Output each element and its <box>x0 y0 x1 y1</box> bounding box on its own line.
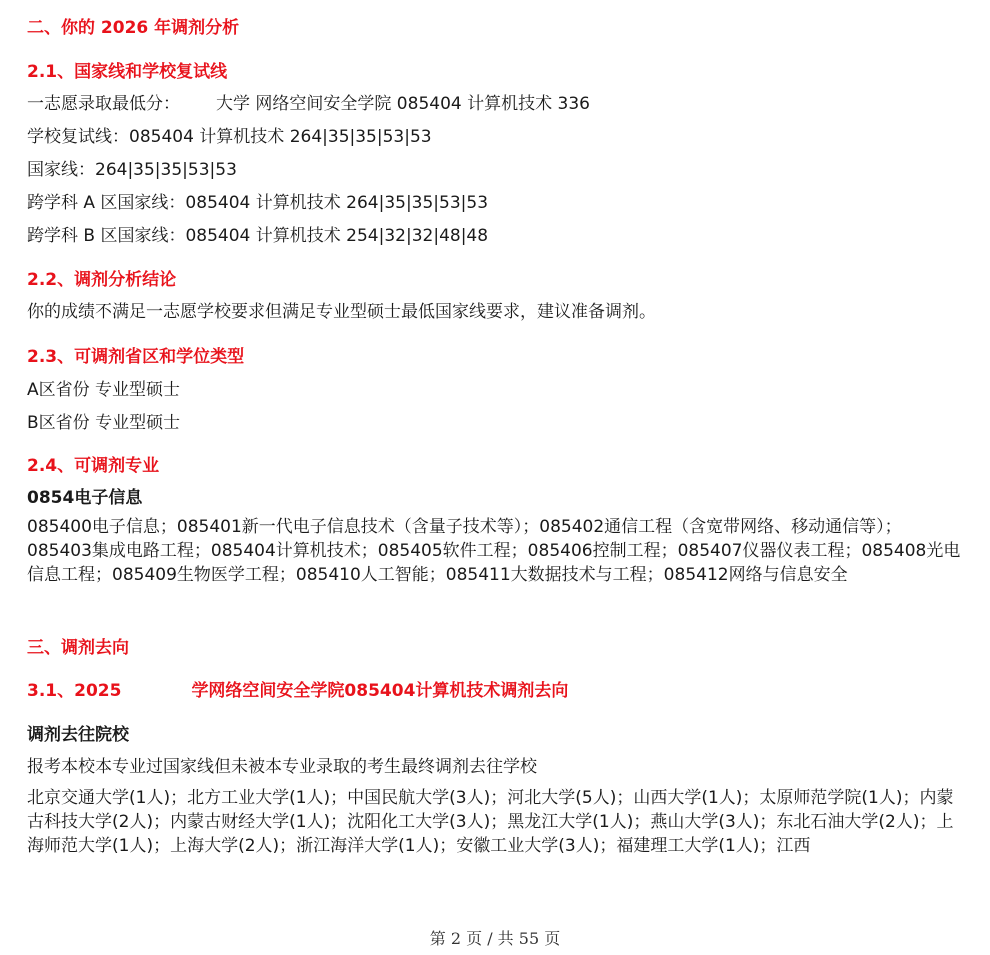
adjustment-destinations-desc: 报考本校本专业过国家线但未被本专业录取的考生最终调剂去往学校 <box>27 757 537 777</box>
destination-schools-list: 北京交通大学(1人)；北方工业大学(1人)；中国民航大学(3人)；河北大学(5人)；山西大学(1人)；太原师范学院(1人)；内蒙古科技大学(2人)；内蒙古财经大学(1人)；沈阳化工大学(3人)；黑龙江大学(1人)；燕山大学(3人)；东北石油大学(2人)；上海师范大学(1人)；上海大学(2人)；浙江海洋大学(1人)；安徽工业大学(3人)；福建理工大学(1人)；江西 <box>27 788 954 856</box>
section-3-1-title-prefix: 3.1、2025 <box>27 681 122 701</box>
national-line: 国家线：264|35|35|53|53 <box>27 160 237 180</box>
adjustment-conclusion: 你的成绩不满足一志愿学校要求但满足专业型硕士最低国家线要求，建议准备调剂。 <box>27 302 656 322</box>
section-2-4-title: 2.4、可调剂专业 <box>27 456 160 476</box>
adjustment-destinations-title: 调剂去往院校 <box>27 725 129 745</box>
cross-discipline-b-line: 跨学科 B 区国家线：085404 计算机技术 254|32|32|48|48 <box>27 226 489 246</box>
section-2-1-title: 2.1、国家线和学校复试线 <box>27 62 228 82</box>
section-3-1-title-suffix: 学网络空间安全学院085404计算机技术调剂去向 <box>191 681 569 701</box>
major-category-title: 0854电子信息 <box>27 488 143 508</box>
section-2-2-title: 2.2、调剂分析结论 <box>27 270 177 290</box>
first-choice-detail: 大学 网络空间安全学院 085404 计算机技术 336 <box>216 94 590 114</box>
cross-discipline-a-line: 跨学科 A 区国家线：085404 计算机技术 264|35|35|53|53 <box>27 193 489 213</box>
adjustable-majors-list: 085400电子信息；085401新一代电子信息技术（含量子技术等）；085402通信工程（含宽带网络、移动通信等）；085403集成电路工程；085404计算机技术；085405软件工程；085406控制工程；085407仪器仪表工程；085408光电信息工程；085409生物医学工程；085410人工智能；085411大数据技术与工程；085412网络与信息安全 <box>27 517 961 585</box>
first-choice-label: 一志愿录取最低分： <box>27 94 180 114</box>
section-2-title: 二、你的 2026 年调剂分析 <box>27 18 240 38</box>
page-footer: 第 2 页 / 共 55 页 <box>429 929 561 948</box>
section-3-1-title <box>27 676 568 701</box>
first-choice-min-score <box>27 89 590 114</box>
section-2-3-title: 2.3、可调剂省区和学位类型 <box>27 347 245 367</box>
region-a-type: A区省份 专业型硕士 <box>27 380 181 400</box>
school-retest-line: 学校复试线：085404 计算机技术 264|35|35|53|53 <box>27 127 432 147</box>
region-b-type: B区省份 专业型硕士 <box>27 413 181 433</box>
section-3-title: 三、调剂去向 <box>27 638 129 658</box>
